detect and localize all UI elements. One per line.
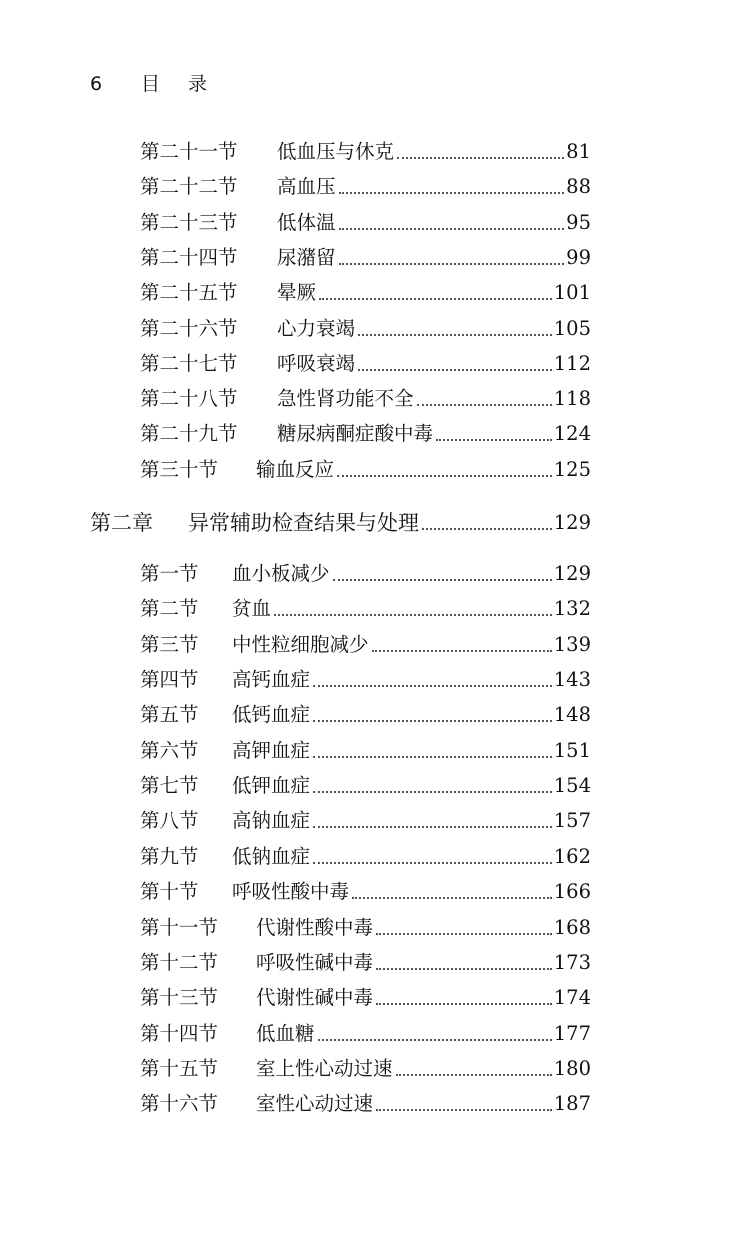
dot-leader [313,685,552,687]
section-number: 第二十二节 [140,175,238,199]
section-number: 第五节 [140,703,199,727]
section-page-number: 124 [553,422,591,446]
dot-leader [396,1074,552,1076]
section-title: 尿潴留 [277,245,336,269]
section-number: 第九节 [140,844,199,868]
section-page-number: 187 [553,1092,591,1116]
section-title: 代谢性碱中毒 [256,986,374,1010]
section-page-number: 174 [553,986,591,1010]
section-title: 呼吸性酸中毒 [232,880,350,904]
section-title: 高血压 [277,175,336,199]
section-number: 第十一节 [140,915,219,939]
dot-leader [313,756,552,758]
section-title: 心力衰竭 [277,316,356,340]
section-title: 低血压与休克 [277,140,395,163]
toc-entry[interactable] [140,1054,591,1084]
section-page-number: 151 [553,738,591,762]
dot-leader [397,157,564,159]
section-number: 第二十八节 [140,387,238,411]
section-page-number: 166 [553,880,591,904]
dot-leader [422,528,552,530]
toc-entry[interactable] [140,806,591,836]
section-page-number: 95 [566,210,591,234]
section-number: 第十二节 [140,950,219,974]
toc-entry[interactable] [140,700,591,730]
section-title: 呼吸性碱中毒 [256,950,374,974]
section-title: 低钾血症 [232,774,311,798]
dot-leader [319,298,552,300]
toc-entry[interactable] [140,278,591,308]
dot-leader [376,968,552,970]
section-number: 第二节 [140,597,199,621]
toc-entry[interactable] [140,172,591,202]
toc-entry[interactable] [140,419,591,449]
section-number: 第二十三节 [140,210,238,234]
chapter-number: 第二章 [90,511,153,535]
dot-leader [313,720,552,722]
section-number: 第二十六节 [140,316,238,340]
section-number: 第二十一节 [140,140,238,163]
section-page-number: 154 [553,774,591,798]
chapter-page-number: 129 [553,511,591,534]
section-title: 高钾血症 [232,738,311,762]
toc-entry[interactable] [140,559,591,589]
section-page-number: 101 [553,281,591,305]
toc-entry[interactable] [140,913,591,943]
running-head-title: 目录 [141,73,236,95]
section-number: 第二十九节 [140,422,238,446]
dot-leader [376,1109,552,1111]
section-number: 第二十七节 [140,351,238,375]
section-title: 低钙血症 [232,703,311,727]
section-number: 第七节 [140,774,199,798]
section-number: 第六节 [140,738,199,762]
dot-leader [318,1039,552,1041]
toc-entry[interactable] [140,948,591,978]
section-number: 第十三节 [140,986,219,1010]
section-title: 室上性心动过速 [256,1056,393,1080]
toc-entry[interactable] [140,594,591,624]
toc-entry[interactable] [140,137,591,167]
section-page-number: 180 [553,1056,591,1080]
section-title: 呼吸衰竭 [277,351,356,375]
dot-leader [358,369,552,371]
section-title: 高钙血症 [232,668,311,692]
dot-leader [376,1003,552,1005]
section-number: 第三十节 [140,457,219,481]
section-title: 代谢性酸中毒 [256,915,374,939]
toc-entry[interactable] [140,1089,591,1119]
section-page-number: 143 [553,668,591,692]
dot-leader [313,791,552,793]
section-page-number: 99 [566,245,591,269]
section-page-number: 177 [553,1021,591,1045]
dot-leader [337,475,552,477]
dot-leader [333,579,552,581]
toc-entry[interactable] [140,455,591,485]
toc-entry[interactable] [140,771,591,801]
section-page-number: 148 [553,703,591,727]
section-title: 中性粒细胞减少 [232,632,369,656]
dot-leader [339,263,565,265]
toc-entry[interactable] [140,243,591,273]
section-title: 糖尿病酮症酸中毒 [277,422,434,446]
dot-leader [417,404,552,406]
toc-entry[interactable] [140,208,591,238]
section-title: 血小板减少 [232,562,330,585]
section-number: 第三节 [140,632,199,656]
section-number: 第八节 [140,809,199,833]
toc-chapter-heading[interactable] [90,507,591,539]
dot-leader [339,228,565,230]
section-page-number: 129 [553,562,591,585]
section-title: 低血糖 [256,1021,315,1045]
section-title: 高钠血症 [232,809,311,833]
section-number: 第四节 [140,668,199,692]
section-number: 第十六节 [140,1092,219,1116]
toc-entry[interactable] [140,877,591,907]
section-number: 第十四节 [140,1021,219,1045]
dot-leader [313,826,552,828]
section-page-number: 168 [553,915,591,939]
toc-entry[interactable] [140,349,591,379]
section-page-number: 139 [553,632,591,656]
section-page-number: 105 [553,316,591,340]
page-number: 6 [90,73,103,95]
section-number: 第一节 [140,562,199,585]
section-title: 室性心动过速 [256,1092,374,1116]
section-page-number: 125 [553,457,591,481]
section-title: 输血反应 [256,457,335,481]
dot-leader [376,933,552,935]
section-number: 第十节 [140,880,199,904]
toc-entry[interactable] [140,736,591,766]
section-number: 第二十五节 [140,281,238,305]
section-title: 低体温 [277,210,336,234]
dot-leader [274,614,552,616]
section-page-number: 81 [566,140,591,163]
chapter-title: 异常辅助检查结果与处理 [188,511,419,535]
dot-leader [352,897,552,899]
section-page-number: 157 [553,809,591,833]
section-number: 第十五节 [140,1056,219,1080]
toc-entry[interactable] [140,630,591,660]
toc-entry[interactable] [140,983,591,1013]
section-page-number: 162 [553,844,591,868]
toc-entry[interactable] [140,384,591,414]
section-page-number: 173 [553,950,591,974]
dot-leader [436,439,552,441]
section-title: 晕厥 [277,281,317,305]
section-page-number: 88 [566,175,591,199]
section-page-number: 118 [553,387,591,411]
toc-entry[interactable] [140,314,591,344]
toc-entry[interactable] [140,842,591,872]
toc-entry[interactable] [140,1019,591,1049]
section-page-number: 132 [553,597,591,621]
section-page-number: 112 [553,351,591,375]
section-title: 低钠血症 [232,844,311,868]
dot-leader [339,192,565,194]
dot-leader [372,650,552,652]
section-number: 第二十四节 [140,245,238,269]
section-title: 急性肾功能不全 [277,387,414,411]
toc-entry[interactable] [140,665,591,695]
dot-leader [358,334,552,336]
dot-leader [313,862,552,864]
section-title: 贫血 [232,597,272,621]
